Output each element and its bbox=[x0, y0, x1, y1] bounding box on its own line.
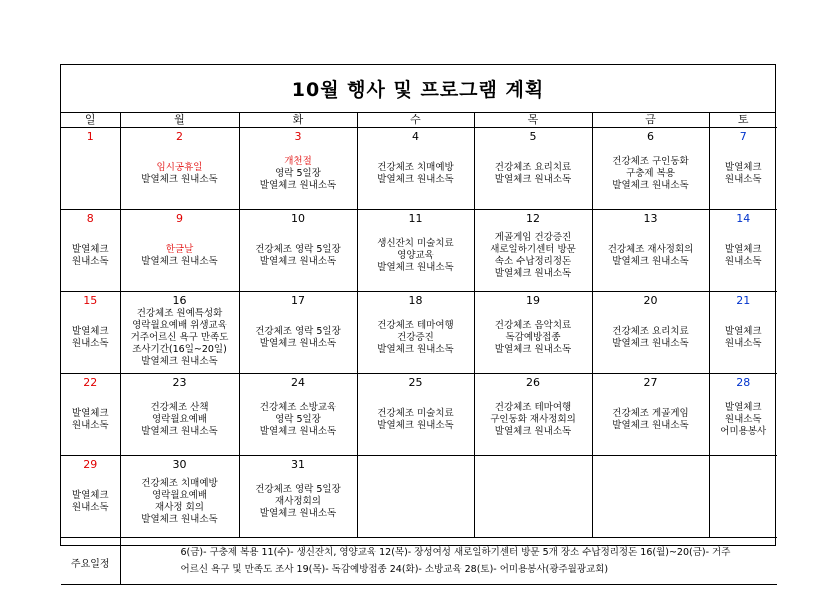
day-number: 3 bbox=[294, 130, 302, 143]
event-list bbox=[593, 307, 709, 373]
day-cell bbox=[592, 292, 709, 374]
day-cell bbox=[61, 456, 120, 538]
day-number: 2 bbox=[176, 130, 183, 143]
day-number: 14 bbox=[736, 212, 751, 225]
day-cell bbox=[474, 374, 592, 456]
event-line: 원내소독 bbox=[71, 338, 109, 349]
event-line: 발열체크 bbox=[71, 244, 109, 255]
day-cell bbox=[120, 456, 239, 538]
event-line: 발열체크 원내소독 bbox=[612, 180, 689, 191]
event-line: 발열체크 bbox=[724, 326, 762, 337]
day-cell bbox=[357, 128, 474, 210]
day-cell bbox=[357, 374, 474, 456]
event-line: 어미용봉사 bbox=[720, 426, 767, 437]
event-list bbox=[61, 471, 120, 537]
event-list bbox=[710, 389, 778, 455]
event-list bbox=[61, 307, 120, 373]
event-line: 발열체크 원내소독 bbox=[141, 426, 218, 437]
event-line: 발열체크 원내소독 bbox=[494, 426, 572, 437]
event-line: 원내소독 bbox=[724, 256, 762, 267]
event-line: 발열체크 원내소독 bbox=[141, 514, 218, 525]
event-line: 개천절 bbox=[284, 156, 312, 167]
event-line: 원내소독 bbox=[71, 256, 109, 267]
day-number: 22 bbox=[83, 376, 98, 389]
event-line: 발열체크 bbox=[724, 244, 762, 255]
day-cell bbox=[357, 456, 474, 538]
event-list bbox=[593, 143, 709, 209]
event-line: 게골게임 건강증진 bbox=[494, 232, 572, 243]
day-cell bbox=[61, 210, 120, 292]
event-line: 새로일하기센터 방문 bbox=[490, 244, 576, 255]
event-line: 건강체조 구인동화 bbox=[612, 156, 689, 167]
event-line: 구충제 복용 bbox=[626, 168, 675, 179]
event-line: 건강체조 게골게임 bbox=[612, 408, 689, 419]
event-line: 생신잔치 미술치료 bbox=[377, 238, 454, 249]
day-number: 18 bbox=[408, 294, 423, 307]
day-number: 21 bbox=[736, 294, 751, 307]
event-line: 영락월요예배 bbox=[151, 414, 208, 425]
day-number: 25 bbox=[408, 376, 423, 389]
week-row bbox=[61, 210, 777, 292]
summary-label: 주요일정 bbox=[70, 558, 110, 570]
summary-line: 6(금)- 구충제 복용 11(수)- 생신잔치, 영양교육 12(목)- 장성여성 새로일하기센터 방문 5개 장소 수납정리정돈 16(월)~20(금)- 거주 bbox=[180, 547, 731, 558]
day-number: 27 bbox=[643, 376, 658, 389]
day-cell bbox=[474, 292, 592, 374]
event-list bbox=[358, 143, 474, 209]
event-line: 거주어르신 욕구 만족도 bbox=[130, 332, 229, 343]
week-row bbox=[61, 374, 777, 456]
day-cell bbox=[592, 128, 709, 210]
event-line: 발열체크 원내소독 bbox=[259, 338, 337, 349]
event-list bbox=[240, 225, 357, 291]
event-line: 발열체크 원내소독 bbox=[377, 344, 454, 355]
day-cell bbox=[357, 292, 474, 374]
day-cell bbox=[709, 210, 777, 292]
day-cell bbox=[474, 128, 592, 210]
event-line: 한글날 bbox=[165, 244, 194, 255]
calendar-sheet bbox=[60, 64, 776, 575]
weekday-header: 월 bbox=[120, 113, 239, 128]
day-cell bbox=[239, 456, 357, 538]
event-line: 발열체크 원내소독 bbox=[377, 174, 454, 185]
day-cell bbox=[709, 456, 777, 538]
event-line: 속소 수납정리정돈 bbox=[494, 256, 572, 267]
day-cell bbox=[120, 292, 239, 374]
event-list bbox=[475, 389, 592, 455]
event-line: 발열체크 bbox=[71, 490, 109, 501]
event-line: 발열체크 원내소독 bbox=[494, 174, 572, 185]
event-line: 건강체조 산책 bbox=[150, 402, 209, 413]
event-line: 건강체조 요리치료 bbox=[494, 162, 572, 173]
event-list bbox=[358, 307, 474, 373]
day-cell bbox=[239, 292, 357, 374]
event-line: 재사정회의 bbox=[275, 496, 321, 507]
day-number: 26 bbox=[526, 376, 540, 389]
day-number: 24 bbox=[291, 376, 305, 389]
title-row bbox=[61, 65, 775, 113]
event-line: 발열체크 원내소독 bbox=[612, 256, 689, 267]
event-line: 영락 5일장 bbox=[275, 168, 321, 179]
event-line: 원내소독 bbox=[724, 414, 762, 425]
event-line: 구인동화 재사정회의 bbox=[490, 414, 576, 425]
day-cell bbox=[120, 210, 239, 292]
weekday-header: 토 bbox=[709, 113, 777, 128]
day-cell bbox=[239, 128, 357, 210]
week-row bbox=[61, 456, 777, 538]
event-line: 발열체크 원내소독 bbox=[494, 344, 572, 355]
event-line: 건강증진 bbox=[397, 332, 434, 343]
event-line: 건강체조 재사정회의 bbox=[607, 244, 694, 255]
day-cell bbox=[239, 210, 357, 292]
event-line: 건강체조 소방교육 bbox=[259, 402, 337, 413]
weekday-header: 금 bbox=[592, 113, 709, 128]
day-number: 4 bbox=[412, 130, 419, 143]
event-line: 영락월요예배 위생교육 bbox=[132, 320, 227, 331]
day-number: 19 bbox=[526, 294, 540, 307]
event-list bbox=[593, 458, 709, 537]
event-list bbox=[61, 225, 120, 291]
event-line: 조사기간(16일~20일) bbox=[132, 344, 227, 355]
event-list bbox=[240, 307, 357, 373]
event-line: 발열체크 원내소독 bbox=[494, 268, 572, 279]
weekday-header: 목 bbox=[474, 113, 592, 128]
event-line: 영락 5일장 bbox=[275, 414, 321, 425]
summary-text bbox=[121, 544, 778, 578]
summary-row bbox=[61, 538, 777, 585]
day-number: 7 bbox=[739, 130, 747, 143]
event-line: 건강체조 테마여행 bbox=[494, 402, 572, 413]
weekday-header-row bbox=[61, 113, 777, 128]
event-list bbox=[475, 307, 592, 373]
event-line: 발열체크 bbox=[724, 402, 762, 413]
event-line: 발열체크 원내소독 bbox=[141, 356, 218, 367]
day-cell bbox=[61, 374, 120, 456]
event-line: 원내소독 bbox=[71, 502, 109, 513]
day-number: 31 bbox=[291, 458, 305, 471]
event-line: 독감예방접종 bbox=[505, 332, 561, 343]
week-row bbox=[61, 292, 777, 374]
day-cell bbox=[474, 456, 592, 538]
day-cell bbox=[592, 210, 709, 292]
event-list bbox=[61, 143, 120, 209]
event-line: 발열체크 원내소독 bbox=[259, 180, 337, 191]
day-number: 13 bbox=[643, 212, 658, 225]
event-list bbox=[358, 225, 474, 291]
event-list bbox=[358, 458, 474, 537]
day-number: 5 bbox=[529, 130, 537, 143]
day-cell bbox=[709, 374, 777, 456]
day-number: 20 bbox=[643, 294, 658, 307]
event-list bbox=[121, 225, 239, 291]
event-list bbox=[593, 225, 709, 291]
day-number: 30 bbox=[172, 458, 187, 471]
day-number: 6 bbox=[647, 130, 654, 143]
event-line: 건강체조 영락 5일장 bbox=[255, 244, 341, 255]
event-list bbox=[240, 471, 357, 537]
day-cell bbox=[592, 374, 709, 456]
day-cell bbox=[592, 456, 709, 538]
event-line: 원내소독 bbox=[724, 174, 762, 185]
day-number: 29 bbox=[83, 458, 98, 471]
event-line: 건강체조 요리치료 bbox=[612, 326, 689, 337]
event-list bbox=[121, 471, 239, 537]
event-list bbox=[358, 389, 474, 455]
weekday-header: 일 bbox=[61, 113, 120, 128]
event-list bbox=[475, 225, 592, 291]
event-list bbox=[475, 458, 592, 537]
day-number: 28 bbox=[736, 376, 751, 389]
day-cell bbox=[474, 210, 592, 292]
event-list bbox=[121, 389, 239, 455]
event-line: 원내소독 bbox=[71, 420, 109, 431]
event-line: 영락월요예배 bbox=[151, 490, 208, 501]
event-line: 발열체크 원내소독 bbox=[259, 508, 337, 519]
event-list bbox=[593, 389, 709, 455]
summary-line: 어르신 욕구 및 만족도 조사 19(목)- 독감예방접종 24(화)- 소방교육 28(토)- 어미용봉사(광주월광교회) bbox=[180, 564, 609, 575]
day-number: 10 bbox=[291, 212, 305, 225]
event-line: 발열체크 원내소독 bbox=[141, 174, 218, 185]
event-line: 발열체크 원내소독 bbox=[259, 426, 337, 437]
day-number: 15 bbox=[83, 294, 98, 307]
event-line: 영양교육 bbox=[397, 250, 434, 261]
event-line: 건강체조 원예특성화 bbox=[136, 308, 223, 319]
day-number: 11 bbox=[408, 212, 423, 225]
day-cell bbox=[61, 128, 120, 210]
day-number: 8 bbox=[86, 212, 94, 225]
day-cell bbox=[120, 128, 239, 210]
day-number: 1 bbox=[86, 130, 94, 143]
event-list bbox=[121, 307, 239, 373]
event-line: 건강체조 테마여행 bbox=[377, 320, 454, 331]
page-title: 10월 행사 및 프로그램 계획 bbox=[291, 79, 545, 101]
event-line: 임시공휴일 bbox=[156, 162, 203, 173]
event-line: 발열체크 원내소독 bbox=[377, 420, 454, 431]
day-cell bbox=[120, 374, 239, 456]
event-list bbox=[710, 458, 778, 537]
event-list bbox=[475, 143, 592, 209]
day-number: 16 bbox=[172, 294, 187, 307]
weekday-header: 수 bbox=[357, 113, 474, 128]
event-list bbox=[240, 143, 357, 209]
event-line: 건강체조 영락 5일장 bbox=[255, 484, 341, 495]
event-line: 발열체크 원내소독 bbox=[612, 420, 689, 431]
day-cell bbox=[357, 210, 474, 292]
summary-cell bbox=[120, 538, 777, 585]
event-line: 발열체크 원내소독 bbox=[141, 256, 218, 267]
day-cell bbox=[709, 128, 777, 210]
event-line: 원내소독 bbox=[724, 338, 762, 349]
event-list bbox=[710, 225, 778, 291]
event-line: 건강체조 미술치료 bbox=[377, 408, 454, 419]
event-line: 건강체조 치매예방 bbox=[141, 478, 218, 489]
event-line: 건강체조 음악치료 bbox=[494, 320, 572, 331]
weekday-header: 화 bbox=[239, 113, 357, 128]
day-number: 17 bbox=[291, 294, 305, 307]
event-list bbox=[710, 143, 778, 209]
event-list bbox=[61, 389, 120, 455]
event-line: 발열체크 원내소독 bbox=[377, 262, 454, 273]
event-list bbox=[710, 307, 778, 373]
day-number: 9 bbox=[176, 212, 183, 225]
event-line: 발열체크 bbox=[724, 162, 762, 173]
day-number: 12 bbox=[526, 212, 540, 225]
event-line: 발열체크 bbox=[71, 326, 109, 337]
week-row bbox=[61, 128, 777, 210]
calendar-table bbox=[61, 113, 777, 585]
event-line: 재사정 회의 bbox=[155, 502, 204, 513]
event-line: 발열체크 원내소독 bbox=[612, 338, 689, 349]
day-cell bbox=[709, 292, 777, 374]
event-list bbox=[240, 389, 357, 455]
event-line: 건강체조 치매예방 bbox=[377, 162, 454, 173]
day-number: 23 bbox=[172, 376, 187, 389]
event-line: 발열체크 원내소독 bbox=[259, 256, 337, 267]
event-line: 발열체크 bbox=[71, 408, 109, 419]
day-cell bbox=[239, 374, 357, 456]
event-list bbox=[121, 143, 239, 209]
day-cell bbox=[61, 292, 120, 374]
event-line: 건강체조 영락 5일장 bbox=[255, 326, 341, 337]
summary-label-cell bbox=[61, 538, 120, 585]
